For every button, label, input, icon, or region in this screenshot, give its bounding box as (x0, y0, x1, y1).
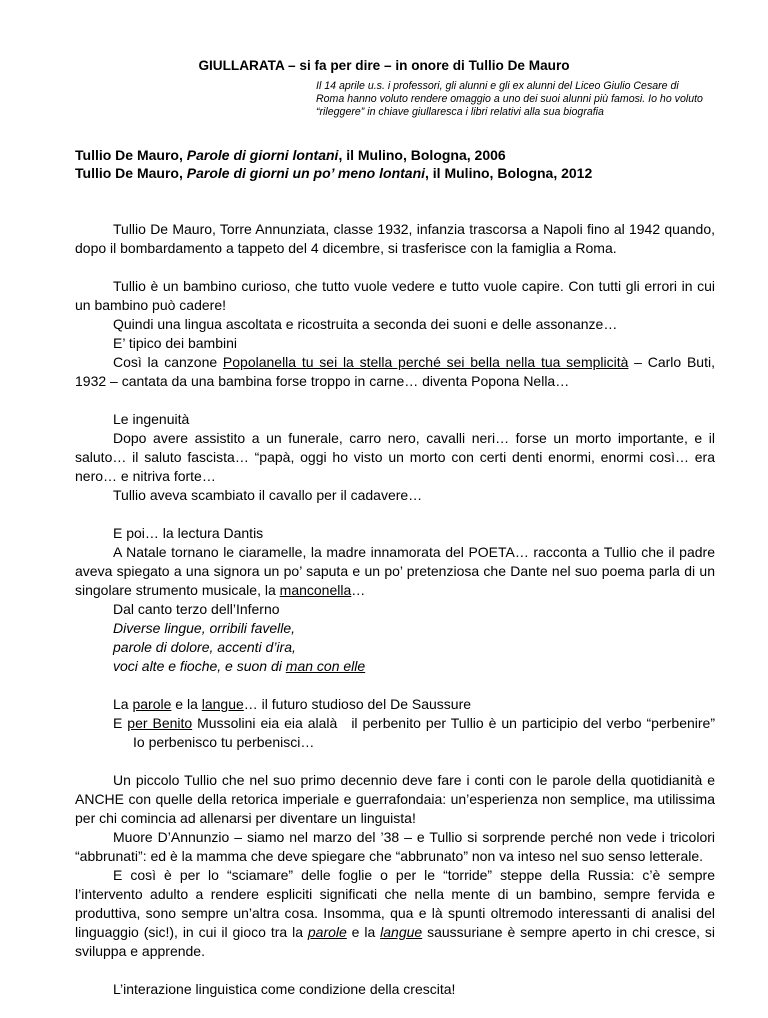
text-span: A Natale tornano le ciaramelle, la madre innamorata del POETA… racconta a Tullio che il padre aveva spiegato a una signora un po’ saputa e un po’ pretenziosa che Dante nel suo poema parla di un singolare strumento musicale, la (75, 544, 715, 598)
text-line: Dopo avere assistito a un funerale, carro nero, cavalli neri… forse un morto importante, e il saluto… il saluto fascista… “papà, oggi ho visto un morto con certi denti enormi, enormi così… era nero… e nitriva forte… (75, 430, 715, 484)
text-line (75, 866, 715, 961)
paragraph (75, 410, 715, 505)
text-line: Un piccolo Tullio che nel suo primo decennio deve fare i conti con le parole della quotidianità e ANCHE con quelle della retorica imperiale e guerrafondaia: un’esperienza non semplice, ma utilissima per chi comincia ad allenarsi per diventare un linguista! (75, 772, 715, 826)
book-publisher: , il Mulino, Bologna, 2006 (338, 147, 506, 163)
text-line: Muore D’Annunzio – siamo nel marzo del ’38 – e Tullio si sorprende perché non vede i tricolori “abbrunati”: ed è la mamma che deve spiegare che “abbrunato” non va inteso nel suo senso letterale. (75, 829, 715, 864)
underlined-word: manconella (279, 582, 352, 598)
paragraph (75, 524, 715, 676)
underlined-word: langue (201, 696, 244, 712)
paragraph: L’interazione linguistica come condizione della crescita! (113, 981, 456, 997)
text-span: Così la canzone (113, 354, 223, 370)
text-line: E’ tipico dei bambini (113, 335, 237, 351)
book-publisher: , il Mulino, Bologna, 2012 (425, 165, 593, 181)
underlined-word: parole (307, 924, 347, 940)
text-span: E (113, 715, 128, 731)
text-line: Tullio aveva scambiato il cavallo per il cadavere… (113, 487, 423, 503)
paragraph (75, 771, 715, 961)
book-reference (75, 146, 715, 164)
text-span: … (351, 582, 366, 598)
underlined-word: man con elle (285, 658, 366, 674)
intro-note: Il 14 aprile u.s. i professori, gli alunni e gli ex alunni del Liceo Giulio Cesare di Roma hanno voluto rendere omaggio a uno dei suoi alunni più famosi. Io ho voluto “rileggere” in chiave giullaresca i libri relativi alla sua biografia (316, 80, 703, 118)
verse-line: parole di dolore, accenti d’ira, (113, 639, 296, 655)
text-span: il perbenito per Tullio è un participio del verbo “perbenire” (351, 715, 715, 731)
underlined-word: parole (132, 696, 172, 712)
book-author: Tullio De Mauro, (75, 147, 187, 163)
text-line: E poi… la lectura Dantis (113, 525, 264, 541)
underlined-word: per Benito (127, 715, 193, 731)
verse-line (75, 657, 715, 676)
verse-line: Diverse lingue, orribili favelle, (113, 620, 296, 636)
text-span: … il futuro studioso del De Saussure (243, 696, 472, 712)
text-span: e la (171, 696, 202, 712)
text-line (75, 353, 715, 391)
text-span: Io perbenisco tu perbenisci… (133, 734, 315, 750)
paragraph (75, 695, 715, 752)
book-title: Parole di giorni lontani (186, 147, 339, 163)
text-span: e la (346, 924, 381, 940)
paragraph: Tullio De Mauro, Torre Annunziata, classe 1932, infanzia trascorsa a Napoli fino al 1942 quando, dopo il bombardamento a tappeto del 4 dicembre, si trasferisce con la famiglia a Roma. (75, 221, 715, 256)
text-line: Dal canto terzo dell’Inferno (113, 601, 280, 617)
document-title: GIULLARATA – si fa per dire – in onore di Tullio De Mauro (198, 58, 570, 73)
book-author: Tullio De Mauro, (75, 165, 187, 181)
text-line (75, 714, 715, 752)
text-span: saussuriane è sempre aperto in chi cresce, si sviluppa e apprende. (75, 924, 715, 959)
book-reference (75, 164, 715, 182)
text-span: Mussolini eia eia alalà (192, 715, 338, 731)
text-span: La (113, 696, 133, 712)
text-span: E così è per lo “sciamare” delle foglie o per le “torride” steppe della Russia: c’è sempre l’intervento adulto a rendere espliciti significati che nella mente di un bambino, sempre fervida e produttiva, sono sempre un’altra cosa. Insomma, qua e là spunti oltremodo interessanti di analisi del linguaggio (sic!), in cui il gioco tra la (75, 867, 715, 940)
document-body (75, 220, 715, 1018)
underlined-word: langue (380, 924, 423, 940)
book-title: Parole di giorni un po’ meno lontani (186, 165, 426, 181)
text-line: Quindi una lingua ascoltata e ricostruita a seconda dei suoni e delle assonanze… (113, 316, 618, 332)
text-span: voci alte e fioche, e suon di (113, 658, 286, 674)
song-title: Popolanella tu sei la stella perché sei bella nella tua semplicità (222, 354, 629, 370)
paragraph (75, 277, 715, 391)
text-line (75, 543, 715, 600)
text-span: – Carlo Buti, 1932 – cantata da una bambina forse troppo in carne… diventa Popona Nella… (75, 354, 715, 389)
text-line (75, 695, 715, 714)
text-line: Tullio è un bambino curioso, che tutto vuole vedere e tutto vuole capire. Con tutti gli errori in cui un bambino può cadere! (75, 278, 715, 313)
text-line: Le ingenuità (113, 411, 190, 427)
book-references (75, 146, 715, 182)
